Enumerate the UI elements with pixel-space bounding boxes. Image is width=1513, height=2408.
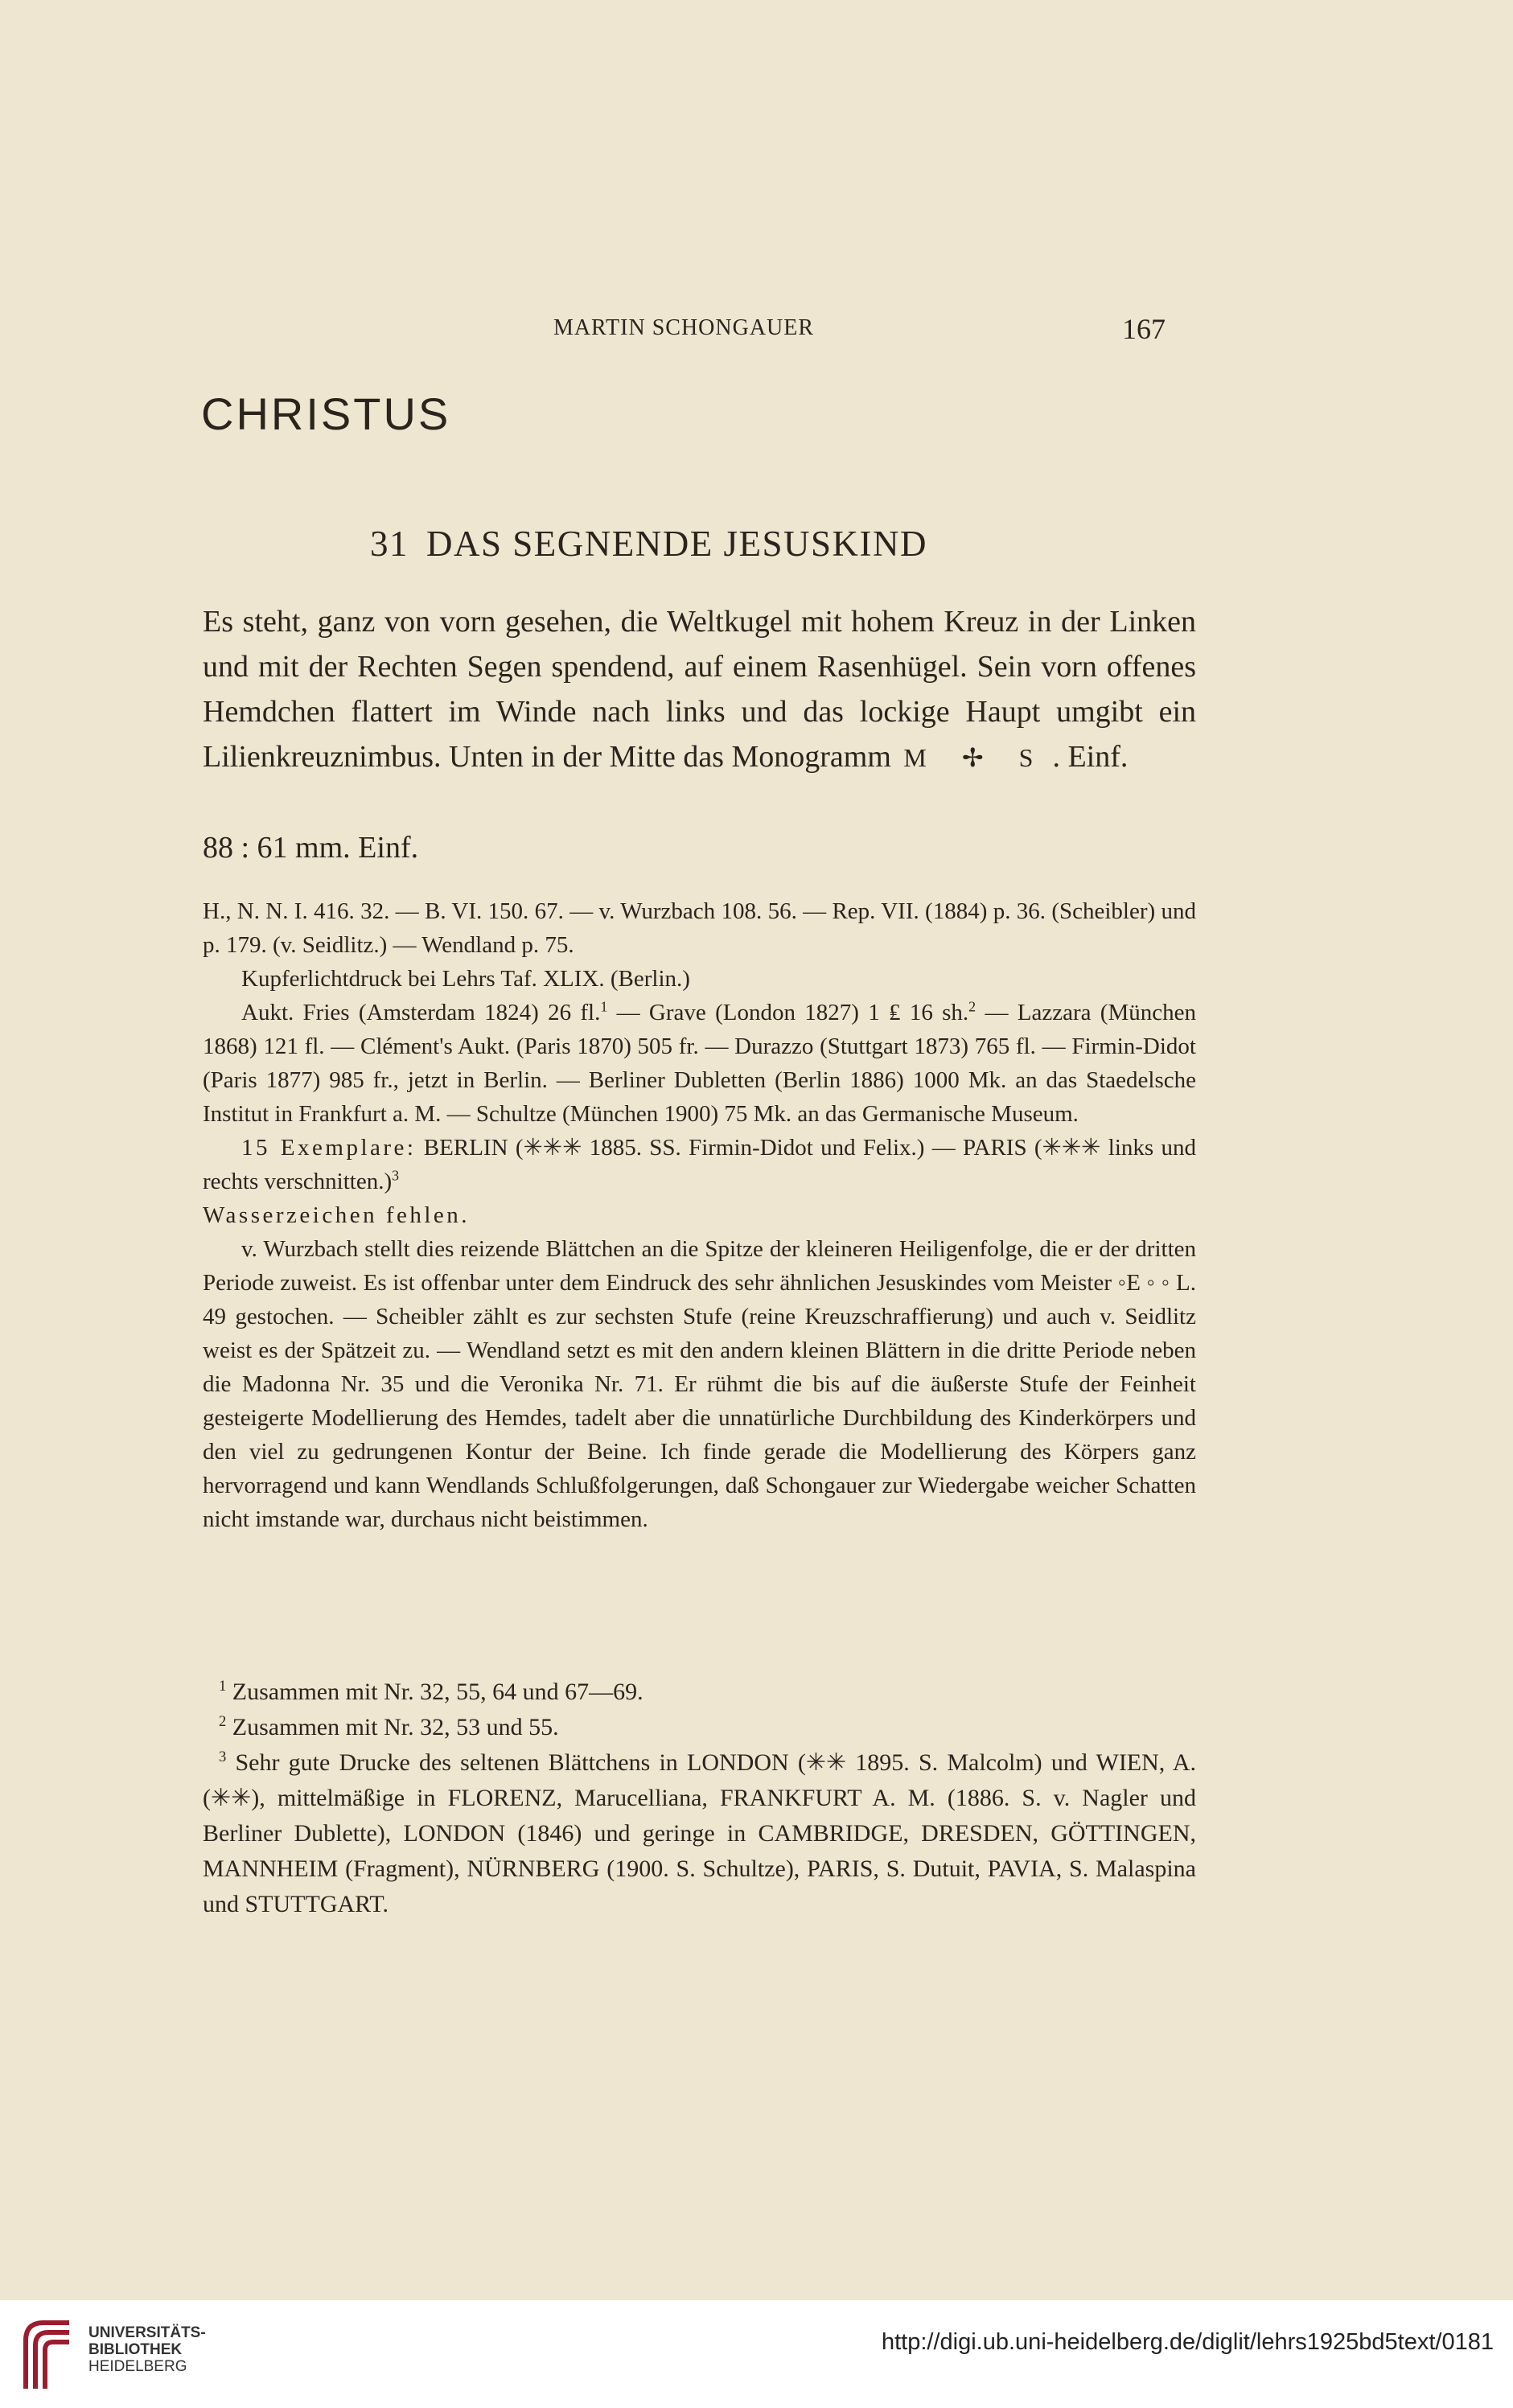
copies-text: BERLIN (✳✳✳ 1885. SS. Firmin-Didot und Felix.) — PARIS (✳✳✳ links und rechts verschnitten.) <box>203 1135 1196 1194</box>
footnote-mark: 3 <box>219 1748 227 1765</box>
footnote-3 <box>203 1745 1196 1922</box>
commentary-paragraph: v. Wurzbach stellt dies reizende Blättchen an die Spitze der kleineren Heiligenfolge, die er der dritten Periode zuweist. Es ist offenbar unter dem Eindruck des sehr ähnlichen Jesuskindes vom Meister ◦E ◦ ◦ L. 49 gestochen. — Scheibler zählt es zur sechsten Stufe (reine Kreuzschraffierung) und auch v. Seidlitz weist es der Spätzeit zu. — Wendland setzt es mit den andern kleinen Blättern in die dritte Periode neben die Madonna Nr. 35 und die Veronika Nr. 71. Er rühmt die bis auf die äußerste Stufe der Feinheit gesteigerte Modellierung des Hemdes, tadelt aber die unnatürliche Durchbildung des Kinderkörpers und den viel zu gedrungenen Kontur der Beine. Ich finde gerade die Modellierung des Körpers ganz hervorragend und kann Wendlands Schlußfolgerungen, daß Schongauer zur Wiedergabe weicher Schatten nicht imstande war, durchaus nicht beistimmen. <box>203 1236 1196 1532</box>
reference-line-literature: H., N. N. I. 416. 32. — B. VI. 150. 67. — v. Wurzbach 108. 56. — Rep. VII. (1884) p. 36. (Scheibler) und p. 179. (v. Seidlitz.) — Wendland p. 75. <box>203 898 1196 958</box>
monogram: M ✢ S <box>903 743 1048 772</box>
reference-line-reproduction: Kupferlichtdruck bei Lehrs Taf. XLIX. (Berlin.) <box>241 966 690 992</box>
running-title: MARTIN SCHONGAUER <box>553 315 815 340</box>
footnote-ref-1: 1 <box>600 998 608 1015</box>
entry-number: 31 <box>370 524 409 564</box>
footnotes <box>203 1675 1196 1922</box>
description-text: Es steht, ganz von vorn gesehen, die Weltkugel mit hohem Kreuz in der Linken und mit der Rechten Segen spendend, auf einem Rasenhügel. Sein vorn offenes Hemdchen flattert im Winde nach links und das lockige Haupt umgibt ein Lilienkreuznimbus. Unten in der Mitte das Monogramm <box>203 605 1196 774</box>
library-name-line2: BIBLIOTHEK <box>88 2341 183 2358</box>
source-url-link[interactable]: http://digi.ub.uni-heidelberg.de/diglit/lehrs1925bd5text/0181 <box>882 2329 1494 2355</box>
viewer-footer <box>0 2300 1513 2408</box>
section-title: CHRISTUS <box>201 388 451 439</box>
auctions-part-b: — Grave (London 1827) 1 ₤ 16 sh. <box>607 1000 969 1025</box>
footnote-mark: 2 <box>219 1713 227 1730</box>
page-number: 167 <box>1122 313 1166 345</box>
auctions-part-c: — Lazzara (München 1868) 121 fl. — Clément's Aukt. (Paris 1870) 505 fr. — Durazzo (Stuttgart 1873) 765 fl. — Firmin-Didot (Paris 1877) 985 fr., jetzt in Berlin. — Berliner Dubletten (Berlin 1886) 1000 Mk. an das Staedelsche Institut in Frankfurt a. M. — Schultze (München 1900) 75 Mk. an das Germanische Museum. <box>203 1000 1196 1127</box>
library-name-line3: HEIDELBERG <box>88 2358 187 2375</box>
dimensions: 88 : 61 mm. Einf. <box>203 831 419 865</box>
reference-line-copies <box>203 1131 1196 1198</box>
description-tail: . Einf. <box>1052 740 1129 774</box>
library-logo-icon <box>19 2316 76 2392</box>
auctions-part-a: Aukt. Fries (Amsterdam 1824) 26 fl. <box>241 1000 601 1025</box>
entry-name: DAS SEGNENDE JESUSKIND <box>426 524 928 564</box>
footnote-2 <box>203 1710 1196 1745</box>
footnote-text: Sehr gute Drucke des seltenen Blättchens in LONDON (✳✳ 1895. S. Malcolm) und WIEN, A. (✳✳), mittelmäßige in FLORENZ, Marucelliana, FRANKFURT A. M. (1886. S. v. Nagler und Berliner Dublette), LONDON (1846) und geringe in CAMBRIDGE, DRESDEN, GÖTTINGEN, MANNHEIM (Fragment), NÜRNBERG (1900. S. Schultze), PARIS, S. Dutuit, PAVIA, S. Malaspina und STUTTGART. <box>203 1749 1196 1917</box>
description-paragraph <box>203 599 1196 780</box>
footnote-ref-3: 3 <box>392 1167 400 1184</box>
running-head <box>0 315 1513 347</box>
footnote-1 <box>203 1675 1196 1710</box>
footnote-text: Zusammen mit Nr. 32, 55, 64 und 67—69. <box>226 1679 643 1705</box>
footnote-text: Zusammen mit Nr. 32, 53 und 55. <box>226 1714 559 1740</box>
library-name <box>88 2324 206 2375</box>
footnote-ref-2: 2 <box>968 998 976 1015</box>
references-block <box>203 894 1196 1536</box>
reference-line-auctions <box>203 996 1196 1131</box>
library-name-line1: UNIVERSITÄTS- <box>88 2324 206 2341</box>
entry-title <box>370 523 927 565</box>
footnote-mark: 1 <box>219 1678 227 1695</box>
watermark-note: Wasserzeichen fehlen. <box>203 1202 471 1228</box>
copies-label: 15 Exemplare: <box>241 1135 417 1161</box>
